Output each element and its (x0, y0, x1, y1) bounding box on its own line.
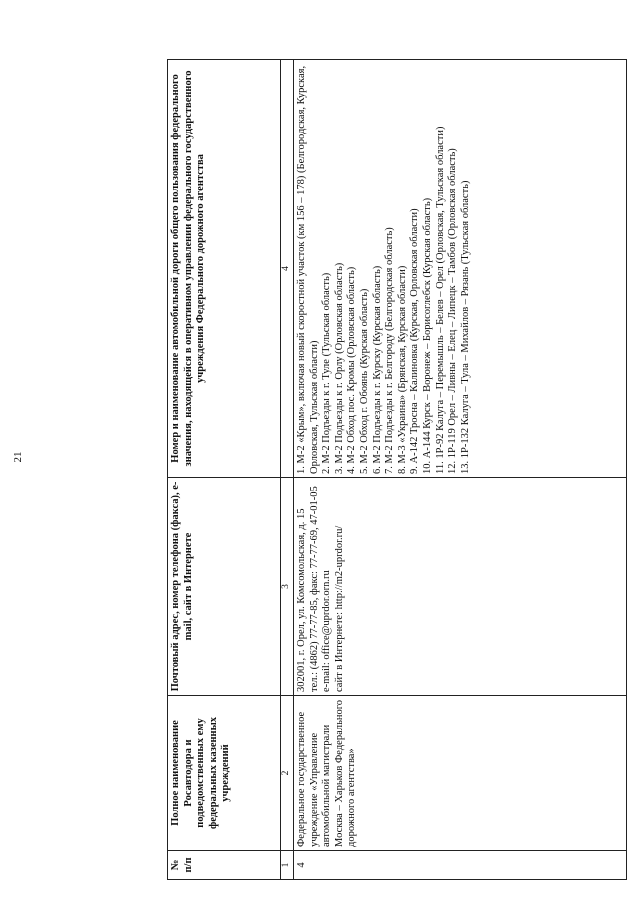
list-item: 7. М-2 Подъезды к г. Белгороду (Белгородская область) (384, 227, 396, 474)
organization-name: Федеральное государственное учреждение «Управление автомобильной магистрали Москва – Харьков Федерального дорожного агентства» (294, 696, 627, 851)
roads-table (167, 59, 627, 880)
header-name: Полное наименование Росавтодора и подведомственных ему федеральных казенных учреждений (168, 696, 281, 851)
header-num: № п/п (168, 851, 281, 880)
list-item: 4. М-2 Обход пос. Кромы (Орловская область) (346, 266, 358, 474)
page-number: 21 (12, 451, 24, 463)
phone-fax: тел.: (4862) 77-77-85, факс: 77-77-69, 47-01-05 (308, 486, 320, 692)
list-item: 2. М-2 Подъезды к г. Туле (Тульская область) (321, 272, 333, 474)
list-item: 5. М-2 Обход г. Обоянь (Курская область) (358, 288, 370, 474)
list-item: 3. М-2 Подъезды к г. Орлу (Орловская область) (333, 262, 345, 474)
column-number: 4 (281, 60, 294, 478)
roads-list (296, 63, 472, 474)
list-item: 8. М-3 «Украина» (Брянская, Курская области) (396, 265, 408, 474)
column-number: 3 (281, 478, 294, 696)
list-item: 13. 1Р-132 Калуга – Тула – Михайлов – Рязань (Тульская область) (459, 180, 471, 474)
website: сайт в Интернете: http://m2-uprdor.ru/ (333, 525, 345, 692)
list-item: 9. А-142 Тросна – Калиновка (Курская, Орловская области) (409, 208, 421, 474)
table-row (294, 60, 627, 880)
rotated-table-container (167, 60, 627, 880)
table-header-row (168, 60, 281, 880)
header-roads: Номер и наименование автомобильной дороги общего пользования федерального значения, находящейся в оперативном управлении федерального государственного учреждения Федерального дорожного агентства (168, 60, 281, 478)
email: e-mail: office@uprdor.orn.ru (321, 570, 333, 692)
list-item: 10. А-144 Курск – Воронеж – Борисоглебск (Курская область) (421, 197, 433, 474)
list-item: 11. 1Р-92 Калуга – Перемышль – Белев – Орел (Орловская, Тульская области) (434, 126, 446, 474)
column-number: 1 (281, 851, 294, 880)
header-contacts: Почтовый адрес, номер телефона (факса), e-mail, сайт в Интернете (168, 478, 281, 696)
postal-address: 302001, г. Орел, ул. Комсомольская, д. 15 (296, 508, 307, 692)
list-item: 12. 1Р-119 Орел – Ливны – Елец – Липецк – Тамбов (Орловская область) (447, 148, 459, 474)
row-number: 4 (294, 851, 627, 880)
column-number: 2 (281, 696, 294, 851)
list-item: 6. М-2 Подъезды к г. Курску (Курская область) (371, 265, 383, 474)
roads-cell (294, 60, 627, 478)
list-item: 1. М-2 «Крым», включая новый скоростной участок (км 156 – 178) (Белгородская, Курская, Орловская, Тульская области) (296, 65, 320, 474)
contacts-cell (294, 478, 627, 696)
column-number-row (281, 60, 294, 880)
